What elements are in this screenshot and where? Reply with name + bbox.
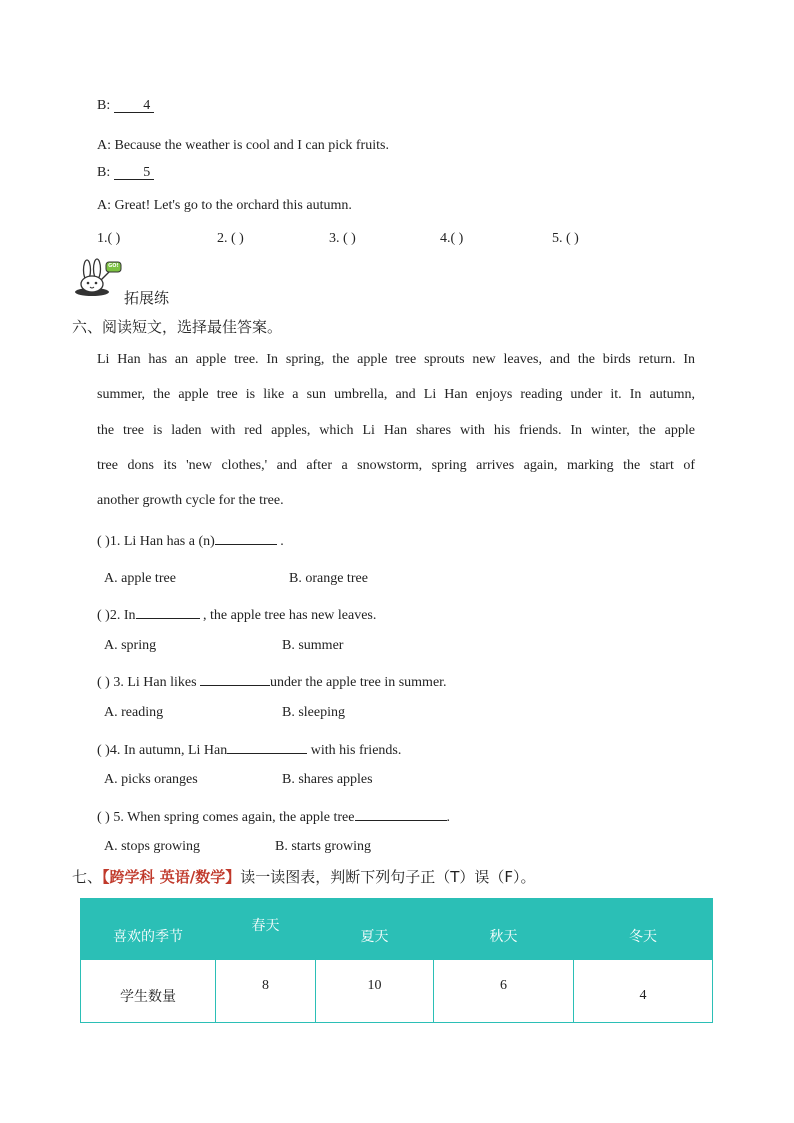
question-suffix: , the apple tree has new leaves. — [199, 608, 377, 623]
header-cell: 夏天 — [316, 899, 434, 960]
answer-blank-4[interactable] — [114, 97, 154, 113]
option-3b[interactable]: B. sleeping — [282, 705, 345, 720]
question-5 — [97, 805, 450, 827]
bunny-go-icon — [70, 258, 124, 298]
question-text: 2. In — [109, 608, 136, 623]
passage-line-3: the tree is laden with red apples, which Li Han shares with his friends. In winter, the apple — [97, 423, 695, 438]
question-2 — [97, 603, 376, 625]
option-2a[interactable]: A. spring — [104, 638, 157, 653]
section-instruction: 读一读图表，判断下列句子正（T）误（F）。 — [240, 868, 536, 886]
answer-bracket[interactable]: ( ) — [97, 743, 110, 758]
answer-row-3[interactable]: 3. ( ) — [329, 231, 356, 246]
blank-number: 5 — [143, 165, 151, 180]
question-4 — [97, 738, 401, 760]
fill-blank[interactable] — [200, 670, 270, 686]
option-5b[interactable]: B. starts growing — [275, 839, 372, 854]
answer-blank-5[interactable] — [114, 164, 154, 180]
passage-line-2: summer, the apple tree is like a sun umbrella, and Li Han enjoys reading under it. In autumn, — [97, 387, 695, 402]
dialogue-line-b5 — [97, 164, 154, 182]
question-text: 5. When spring comes again, the apple tree — [109, 810, 355, 825]
answer-bracket[interactable]: ( ) — [97, 675, 110, 690]
section-7-title — [72, 868, 536, 886]
go-badge-text: GO! — [108, 263, 119, 269]
fill-blank[interactable] — [215, 529, 277, 545]
subject-tag: 【跨学科 英语/数学】 — [102, 868, 241, 886]
passage-line-5: another growth cycle for the tree. — [97, 493, 284, 508]
answer-bracket[interactable]: ( ) — [97, 608, 110, 623]
fill-blank[interactable] — [227, 738, 307, 754]
question-suffix: . — [446, 810, 450, 825]
speaker-label: B: — [97, 98, 111, 113]
option-4b[interactable]: B. shares apples — [282, 772, 373, 787]
table-cell: 8 — [216, 960, 316, 1023]
answer-row-1[interactable]: 1.( ) — [97, 231, 121, 246]
passage-line-4: tree dons its 'new clothes,' and after a snowstorm, spring arrives again, marking the start of — [97, 458, 695, 473]
table-cell: 6 — [434, 960, 574, 1023]
answer-bracket[interactable]: ( ) — [97, 810, 110, 825]
answer-row-4[interactable]: 4.( ) — [440, 231, 464, 246]
question-text: 3. Li Han likes — [109, 675, 201, 690]
dialogue-line-a-because: A: Because the weather is cool and I can pick fruits. — [97, 138, 389, 153]
table-header-row — [81, 899, 713, 960]
table-row — [81, 960, 713, 1023]
table-cell: 4 — [574, 960, 713, 1023]
option-1a[interactable]: A. apple tree — [104, 571, 176, 586]
question-3 — [97, 670, 447, 692]
answer-row-5[interactable]: 5. ( ) — [552, 231, 579, 246]
answer-row-2[interactable]: 2. ( ) — [217, 231, 244, 246]
answer-bracket[interactable]: ( ) — [97, 534, 110, 549]
question-text: 1. Li Han has a (n) — [109, 534, 215, 549]
question-text: 4. In autumn, Li Han — [109, 743, 228, 758]
question-1 — [97, 529, 284, 551]
passage-line-1: Li Han has an apple tree. In spring, the apple tree sprouts new leaves, and the birds return. In — [97, 352, 695, 367]
question-suffix: with his friends. — [307, 743, 402, 758]
section-number: 七、 — [72, 868, 103, 886]
header-cell: 冬天 — [574, 899, 713, 960]
option-2b[interactable]: B. summer — [282, 638, 344, 653]
season-data-table — [80, 898, 713, 1023]
extension-label: 拓展练 — [124, 289, 170, 307]
fill-blank[interactable] — [136, 603, 200, 619]
speaker-label: B: — [97, 165, 111, 180]
table-cell: 学生数量 — [81, 960, 216, 1023]
dialogue-line-b4 — [97, 97, 154, 115]
header-cell: 秋天 — [434, 899, 574, 960]
fill-blank[interactable] — [355, 805, 447, 821]
header-cell: 喜欢的季节 — [81, 899, 216, 960]
table-cell: 10 — [316, 960, 434, 1023]
option-3a[interactable]: A. reading — [104, 705, 164, 720]
option-4a[interactable]: A. picks oranges — [104, 772, 198, 787]
section-6-title: 六、阅读短文，选择最佳答案。 — [72, 318, 283, 336]
blank-number: 4 — [143, 98, 151, 113]
dialogue-line-a-great: A: Great! Let's go to the orchard this autumn. — [97, 198, 352, 213]
question-suffix: . — [276, 534, 284, 549]
question-suffix: under the apple tree in summer. — [270, 675, 447, 690]
header-cell: 春天 — [216, 899, 316, 960]
option-5a[interactable]: A. stops growing — [104, 839, 201, 854]
option-1b[interactable]: B. orange tree — [289, 571, 368, 586]
